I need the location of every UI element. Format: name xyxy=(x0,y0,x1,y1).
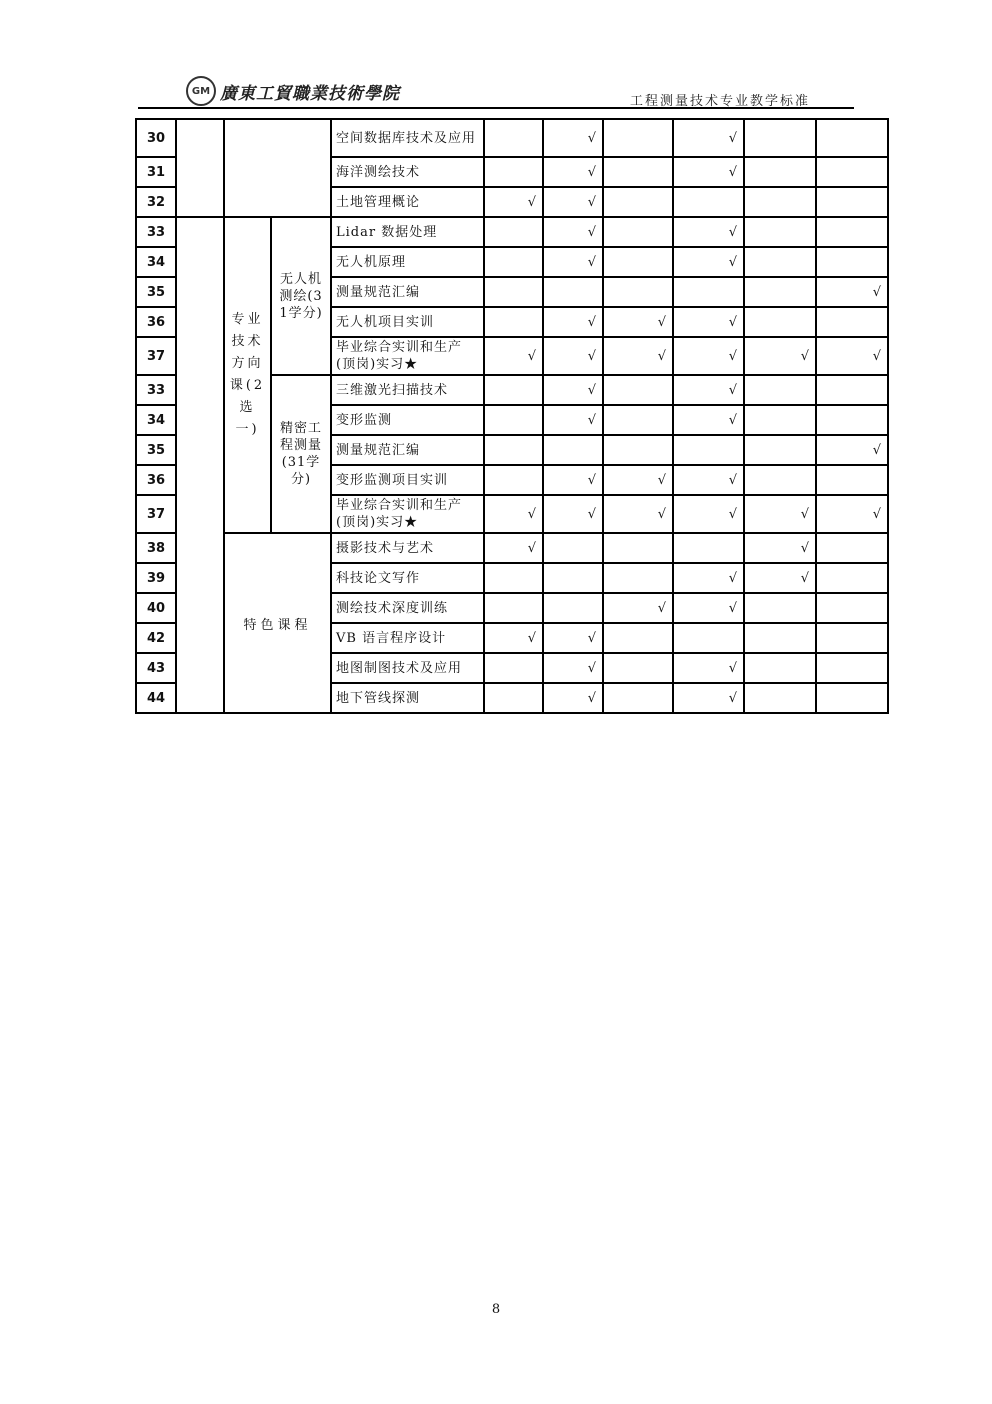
empty-cell xyxy=(603,435,673,465)
empty-cell xyxy=(543,563,603,593)
empty-cell xyxy=(744,465,816,495)
course-name: 变形监测项目实训 xyxy=(331,465,484,495)
empty-cell xyxy=(744,247,816,277)
check-mark: √ xyxy=(744,563,816,593)
empty-cell xyxy=(603,119,673,157)
empty-cell xyxy=(484,563,543,593)
empty-cell xyxy=(484,405,543,435)
course-name: 科技论文写作 xyxy=(331,563,484,593)
check-mark: √ xyxy=(816,495,888,533)
check-mark: √ xyxy=(543,157,603,187)
course-name: VB 语言程序设计 xyxy=(331,623,484,653)
check-mark: √ xyxy=(543,247,603,277)
empty-cell xyxy=(816,683,888,713)
row-number: 30 xyxy=(136,119,176,157)
empty-cell xyxy=(816,157,888,187)
empty-cell xyxy=(603,623,673,653)
empty-cell xyxy=(484,217,543,247)
empty-cell xyxy=(603,247,673,277)
row-number: 43 xyxy=(136,653,176,683)
precision-track-label: 精密工程测量(31学分) xyxy=(279,421,322,487)
row-number: 37 xyxy=(136,495,176,533)
row-number: 35 xyxy=(136,435,176,465)
check-mark: √ xyxy=(673,653,744,683)
empty-cell xyxy=(744,683,816,713)
check-mark: √ xyxy=(744,337,816,375)
precision-track-group xyxy=(271,375,331,533)
table-row xyxy=(136,533,888,563)
empty-cell xyxy=(673,277,744,307)
course-name: 测量规范汇编 xyxy=(331,277,484,307)
school-emblem-icon: GM xyxy=(186,76,216,106)
feature-course-group: 特色课程 xyxy=(224,533,331,713)
empty-cell xyxy=(603,157,673,187)
check-mark: √ xyxy=(673,119,744,157)
empty-cell xyxy=(603,187,673,217)
check-mark: √ xyxy=(673,375,744,405)
category-cell xyxy=(176,217,224,713)
empty-cell xyxy=(816,217,888,247)
empty-cell xyxy=(603,405,673,435)
check-mark: √ xyxy=(673,307,744,337)
empty-cell xyxy=(744,187,816,217)
check-mark: √ xyxy=(543,307,603,337)
check-mark: √ xyxy=(816,277,888,307)
empty-cell xyxy=(816,465,888,495)
check-mark: √ xyxy=(543,683,603,713)
empty-cell xyxy=(744,375,816,405)
check-mark: √ xyxy=(543,653,603,683)
row-number: 38 xyxy=(136,533,176,563)
row-number: 33 xyxy=(136,375,176,405)
empty-cell xyxy=(603,375,673,405)
empty-cell xyxy=(484,307,543,337)
row-number: 32 xyxy=(136,187,176,217)
empty-cell xyxy=(673,623,744,653)
empty-cell xyxy=(484,277,543,307)
check-mark: √ xyxy=(543,337,603,375)
module-cell xyxy=(224,119,331,217)
uav-track-group xyxy=(271,217,331,375)
page-header xyxy=(138,70,854,110)
check-mark: √ xyxy=(543,465,603,495)
empty-cell xyxy=(484,157,543,187)
row-number: 34 xyxy=(136,247,176,277)
check-mark: √ xyxy=(816,435,888,465)
empty-cell xyxy=(484,683,543,713)
empty-cell xyxy=(543,277,603,307)
empty-cell xyxy=(816,653,888,683)
row-number: 36 xyxy=(136,307,176,337)
row-number: 44 xyxy=(136,683,176,713)
course-name: 摄影技术与艺术 xyxy=(331,533,484,563)
empty-cell xyxy=(603,683,673,713)
empty-cell xyxy=(484,465,543,495)
empty-cell xyxy=(673,533,744,563)
row-number: 37 xyxy=(136,337,176,375)
check-mark: √ xyxy=(673,563,744,593)
row-number: 42 xyxy=(136,623,176,653)
empty-cell xyxy=(816,405,888,435)
empty-cell xyxy=(816,533,888,563)
check-mark: √ xyxy=(673,593,744,623)
course-name: 无人机原理 xyxy=(331,247,484,277)
empty-cell xyxy=(673,187,744,217)
check-mark: √ xyxy=(816,337,888,375)
empty-cell xyxy=(744,623,816,653)
course-name: 地图制图技术及应用 xyxy=(331,653,484,683)
course-name: 测绘技术深度训练 xyxy=(331,593,484,623)
row-number: 31 xyxy=(136,157,176,187)
check-mark: √ xyxy=(673,217,744,247)
header-divider xyxy=(138,107,854,109)
category-cell xyxy=(176,119,224,217)
empty-cell xyxy=(484,653,543,683)
row-number: 39 xyxy=(136,563,176,593)
empty-cell xyxy=(816,307,888,337)
course-name: 测量规范汇编 xyxy=(331,435,484,465)
check-mark: √ xyxy=(603,495,673,533)
check-mark: √ xyxy=(484,623,543,653)
check-mark: √ xyxy=(543,119,603,157)
table-row xyxy=(136,119,888,157)
check-mark: √ xyxy=(543,495,603,533)
document-title: 工程测量技术专业教学标准 xyxy=(629,94,810,109)
empty-cell xyxy=(744,653,816,683)
check-mark: √ xyxy=(484,337,543,375)
empty-cell xyxy=(744,593,816,623)
empty-cell xyxy=(744,405,816,435)
empty-cell xyxy=(543,435,603,465)
direction-course-label: 专业技术方向课(2选一) xyxy=(229,312,266,437)
row-number: 33 xyxy=(136,217,176,247)
check-mark: √ xyxy=(543,623,603,653)
table-row xyxy=(136,217,888,247)
empty-cell xyxy=(744,119,816,157)
direction-course-group xyxy=(224,217,271,533)
check-mark: √ xyxy=(543,187,603,217)
empty-cell xyxy=(816,119,888,157)
row-number: 35 xyxy=(136,277,176,307)
check-mark: √ xyxy=(673,465,744,495)
empty-cell xyxy=(816,247,888,277)
empty-cell xyxy=(744,277,816,307)
empty-cell xyxy=(484,435,543,465)
empty-cell xyxy=(543,593,603,623)
school-name: 廣東工貿職業技術學院 xyxy=(220,83,400,104)
check-mark: √ xyxy=(603,465,673,495)
check-mark: √ xyxy=(744,533,816,563)
check-mark: √ xyxy=(484,533,543,563)
empty-cell xyxy=(673,435,744,465)
check-mark: √ xyxy=(543,405,603,435)
check-mark: √ xyxy=(543,217,603,247)
course-name: 毕业综合实训和生产(顶岗)实习★ xyxy=(331,495,484,533)
course-name: 土地管理概论 xyxy=(331,187,484,217)
school-logo xyxy=(186,76,400,106)
check-mark: √ xyxy=(673,337,744,375)
check-mark: √ xyxy=(484,187,543,217)
course-name: 地下管线探测 xyxy=(331,683,484,713)
empty-cell xyxy=(744,435,816,465)
curriculum-table xyxy=(135,118,889,714)
empty-cell xyxy=(484,119,543,157)
row-number: 34 xyxy=(136,405,176,435)
course-name: 三维激光扫描技术 xyxy=(331,375,484,405)
check-mark: √ xyxy=(484,495,543,533)
empty-cell xyxy=(744,157,816,187)
empty-cell xyxy=(484,247,543,277)
empty-cell xyxy=(603,217,673,247)
check-mark: √ xyxy=(603,593,673,623)
check-mark: √ xyxy=(673,683,744,713)
empty-cell xyxy=(484,375,543,405)
empty-cell xyxy=(603,653,673,683)
empty-cell xyxy=(543,533,603,563)
empty-cell xyxy=(603,533,673,563)
check-mark: √ xyxy=(673,157,744,187)
empty-cell xyxy=(603,277,673,307)
empty-cell xyxy=(816,593,888,623)
empty-cell xyxy=(816,563,888,593)
page-number: 8 xyxy=(491,1302,501,1317)
empty-cell xyxy=(816,187,888,217)
empty-cell xyxy=(744,307,816,337)
check-mark: √ xyxy=(543,375,603,405)
empty-cell xyxy=(744,217,816,247)
empty-cell xyxy=(603,563,673,593)
empty-cell xyxy=(816,623,888,653)
row-number: 36 xyxy=(136,465,176,495)
check-mark: √ xyxy=(744,495,816,533)
check-mark: √ xyxy=(673,247,744,277)
course-name: 海洋测绘技术 xyxy=(331,157,484,187)
check-mark: √ xyxy=(673,405,744,435)
course-name: 变形监测 xyxy=(331,405,484,435)
check-mark: √ xyxy=(673,495,744,533)
row-number: 40 xyxy=(136,593,176,623)
check-mark: √ xyxy=(603,307,673,337)
course-name: 毕业综合实训和生产(顶岗)实习★ xyxy=(331,337,484,375)
uav-track-label: 无人机测绘(31学分) xyxy=(279,271,323,321)
empty-cell xyxy=(816,375,888,405)
check-mark: √ xyxy=(603,337,673,375)
empty-cell xyxy=(484,593,543,623)
course-name: 无人机项目实训 xyxy=(331,307,484,337)
course-name: 空间数据库技术及应用 xyxy=(331,119,484,157)
course-name: Lidar 数据处理 xyxy=(331,217,484,247)
